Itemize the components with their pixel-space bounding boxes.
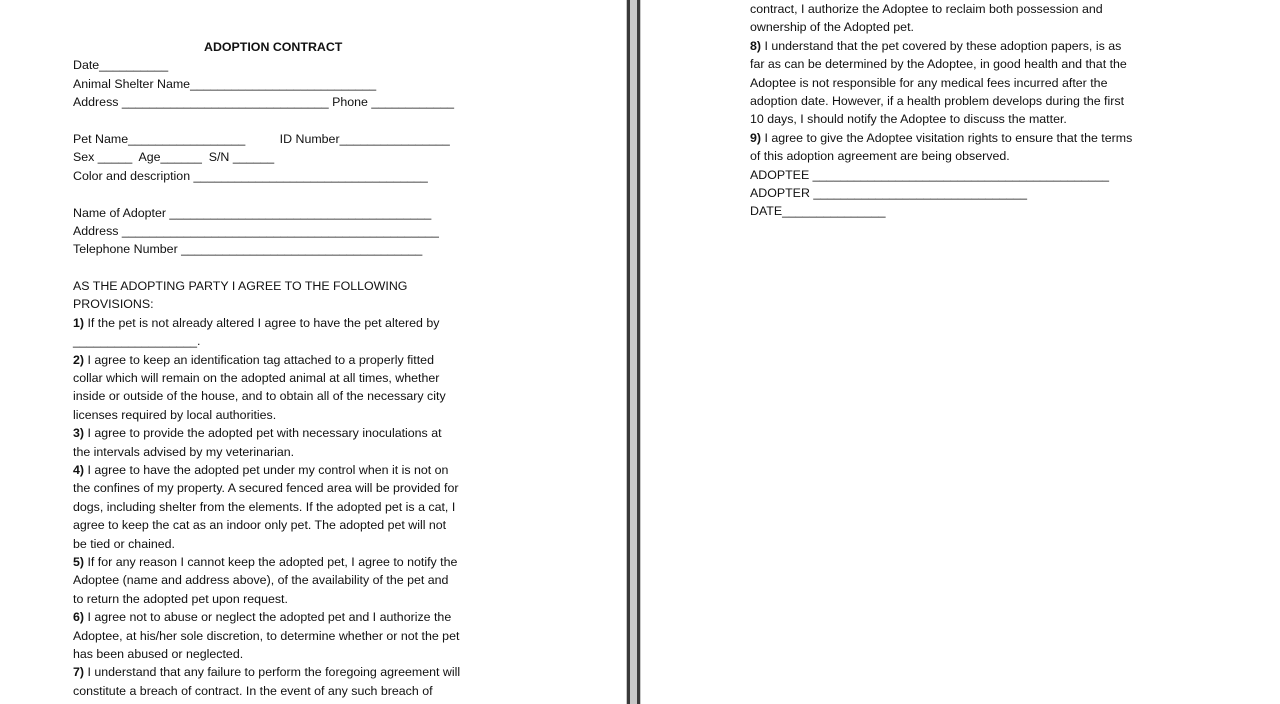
pet-name-id-field: Pet Name_________________ ID Number________________ [73, 131, 450, 146]
provision-text: If the pet is not already altered I agree to have the pet altered by [87, 315, 440, 330]
spacer [73, 259, 493, 277]
provision-8-line: far as can be determined by the Adoptee, in good health and that the [750, 57, 1127, 72]
provision-4-line: dogs, including shelter from the elements. If the adopted pet is a cat, I [73, 499, 456, 514]
contract-title: ADOPTION CONTRACT [204, 40, 343, 54]
provision-number: 7) [73, 665, 85, 680]
provision-3-line: the intervals advised by my veterinarian. [73, 444, 295, 459]
provision-6 [73, 608, 493, 626]
provision-6-line: has been abused or neglected. [73, 646, 244, 661]
spacer [73, 112, 493, 130]
provision-8 [750, 37, 1170, 55]
left-page [0, 0, 626, 704]
provision-7-continuation: ownership of the Adopted pet. [750, 20, 914, 35]
provision-text: If for any reason I cannot keep the adopted pet, I agree to notify the [87, 554, 458, 569]
provision-2 [73, 351, 493, 369]
provision-4-line: the confines of my property. A secured fenced area will be provided for [73, 481, 459, 496]
shelter-name-field: Animal Shelter Name___________________________ [73, 76, 377, 91]
provision-text: I agree to give the Adoptee visitation rights to ensure that the terms [764, 130, 1133, 145]
provision-number: 1) [73, 315, 85, 330]
adopter-address-field: Address ______________________________________________ [73, 223, 439, 238]
provision-number: 6) [73, 610, 85, 625]
adoptee-signature-field: ADOPTEE ___________________________________________ [750, 167, 1109, 182]
address-phone-field: Address ______________________________ Phone ____________ [73, 95, 455, 110]
provisions-heading: AS THE ADOPTING PARTY I AGREE TO THE FOLLOWING [73, 279, 408, 294]
provision-number: 3) [73, 426, 85, 441]
provision-2-line: collar which will remain on the adopted animal at all times, whether [73, 371, 440, 386]
provision-9 [750, 129, 1170, 147]
signature-date-field: DATE_______________ [750, 204, 886, 219]
provision-3 [73, 424, 493, 442]
provision-5-line: Adoptee (name and address above), of the availability of the pet and [73, 573, 449, 588]
provision-2-line: inside or outside of the house, and to obtain all of the necessary city [73, 389, 446, 404]
provision-number: 8) [750, 38, 762, 53]
provision-9-line: of this adoption agreement are being observed. [750, 149, 1010, 164]
provision-8-line: 10 days, I should notify the Adoptee to discuss the matter. [750, 112, 1067, 127]
right-page [641, 0, 1280, 704]
provision-text: I agree not to abuse or neglect the adopted pet and I authorize the [87, 610, 452, 625]
provision-text: I agree to keep an identification tag attached to a properly fitted [87, 352, 434, 367]
adopter-signature-field: ADOPTER _______________________________ [750, 185, 1027, 200]
provision-number: 2) [73, 352, 85, 367]
provision-4-line: agree to keep the cat as an indoor only pet. The adopted pet will not [73, 518, 447, 533]
color-description-field: Color and description __________________________________ [73, 168, 428, 183]
provision-7-continuation: contract, I authorize the Adoptee to reclaim both possession and [750, 2, 1103, 16]
provision-1-line: __________________. [73, 334, 201, 349]
provision-5 [73, 553, 493, 571]
telephone-field: Telephone Number ___________________________________ [73, 242, 423, 257]
provision-4-line: be tied or chained. [73, 536, 175, 551]
left-page-content [73, 38, 493, 700]
date-field: Date__________ [73, 58, 169, 73]
provision-2-line: licenses required by local authorities. [73, 407, 277, 422]
provision-text: I agree to provide the adopted pet with necessary inoculations at [87, 426, 442, 441]
provision-text: I agree to have the adopted pet under my control when it is not on [87, 462, 449, 477]
provision-8-line: Adoptee is not responsible for any medical fees incurred after the [750, 75, 1108, 90]
provision-4 [73, 461, 493, 479]
adopter-name-field: Name of Adopter ______________________________________ [73, 205, 432, 220]
provisions-heading: PROVISIONS: [73, 297, 154, 312]
provision-text: I understand that the pet covered by these adoption papers, is as [764, 38, 1122, 53]
spacer [73, 185, 493, 203]
provision-text: I understand that any failure to perform the foregoing agreement will [87, 665, 461, 680]
provision-1 [73, 314, 493, 332]
provision-6-line: Adoptee, at his/her sole discretion, to determine whether or not the pet [73, 628, 460, 643]
provision-number: 9) [750, 130, 762, 145]
page-divider [626, 0, 641, 704]
provision-number: 4) [73, 462, 85, 477]
provision-8-line: adoption date. However, if a health problem develops during the first [750, 93, 1125, 108]
provision-5-line: to return the adopted pet upon request. [73, 591, 288, 606]
provision-7 [73, 663, 493, 681]
provision-number: 5) [73, 554, 85, 569]
provision-7-line: constitute a breach of contract. In the event of any such breach of [73, 683, 433, 698]
sex-age-sn-field: Sex _____ Age______ S/N ______ [73, 150, 275, 165]
right-page-content [750, 0, 1170, 221]
